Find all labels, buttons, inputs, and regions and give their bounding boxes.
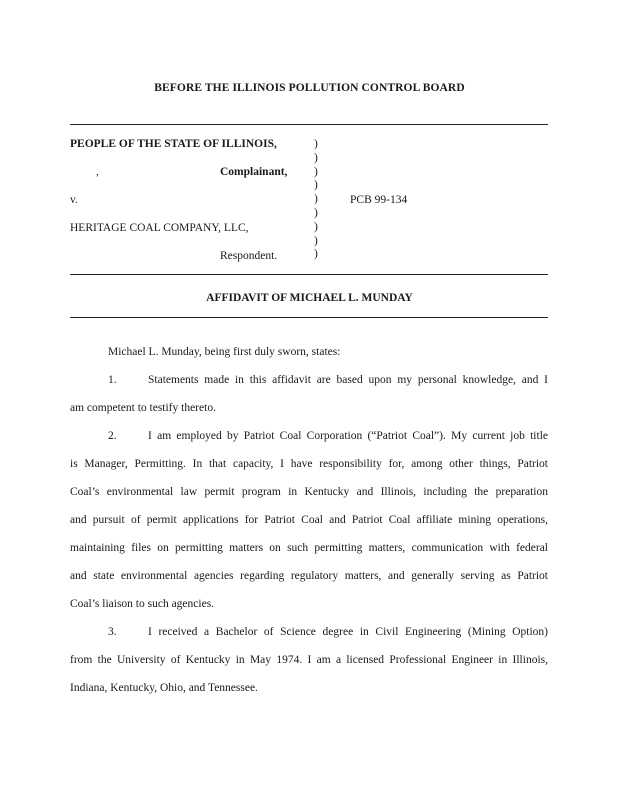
paren-mark: ) bbox=[314, 206, 318, 219]
plaintiff-role: Complainant, bbox=[220, 166, 288, 178]
paragraph-text: I am employed by Patriot Coal Corporation (“Patriot Coal”). My current job title bbox=[148, 430, 548, 442]
caption-bottom-rule bbox=[70, 274, 548, 275]
paren-mark: ) bbox=[314, 234, 318, 247]
paragraph-3-line bbox=[70, 626, 548, 638]
paragraph-2-line: and state environmental agencies regarding regulatory matters, and generally serving as Patriot bbox=[70, 570, 548, 582]
paren-mark: ) bbox=[314, 165, 318, 178]
paren-mark: ) bbox=[314, 220, 318, 233]
defendant-role: Respondent. bbox=[220, 250, 278, 262]
paragraph-text: I received a Bachelor of Science degree in Civil Engineering (Mining Option) bbox=[148, 626, 548, 638]
paragraph-2-line bbox=[70, 430, 548, 442]
paren-mark: ) bbox=[314, 138, 318, 150]
defendant-name: HERITAGE COAL COMPANY, LLC, bbox=[70, 222, 249, 234]
caption-top-rule bbox=[70, 124, 548, 125]
paragraph-text: Statements made in this affidavit are based upon my personal knowledge, and I bbox=[148, 374, 548, 386]
case-number: PCB 99-134 bbox=[350, 194, 408, 206]
paragraph-2-line: and pursuit of permit applications for Patriot Coal and Patriot Coal affiliate mining operations, bbox=[70, 514, 548, 526]
paren-mark: ) bbox=[314, 248, 318, 261]
paragraph-2-line: is Manager, Permitting. In that capacity, I have responsibility for, among other things, Patriot bbox=[70, 458, 548, 470]
intro-line: Michael L. Munday, being first duly sworn, states: bbox=[108, 346, 341, 358]
versus-label: v. bbox=[70, 194, 78, 206]
paragraph-2-line: Coal’s environmental law permit program in Kentucky and Illinois, including the preparation bbox=[70, 486, 548, 498]
affidavit-heading: AFFIDAVIT OF MICHAEL L. MUNDAY bbox=[206, 292, 413, 304]
paragraph-1-line bbox=[70, 374, 548, 386]
heading-rule bbox=[70, 317, 548, 318]
paragraph-2-line: maintaining files on permitting matters on such permitting matters, communication with federal bbox=[70, 542, 548, 554]
paren-mark: ) bbox=[314, 179, 318, 192]
paragraph-2-line: Coal’s liaison to such agencies. bbox=[70, 598, 215, 610]
plaintiff-name: PEOPLE OF THE STATE OF ILLINOIS, bbox=[70, 138, 277, 150]
paragraph-1-line: am competent to testify thereto. bbox=[70, 402, 216, 414]
paragraph-number: 3. bbox=[108, 626, 117, 638]
paragraph-number: 2. bbox=[108, 430, 117, 442]
document-title: BEFORE THE ILLINOIS POLLUTION CONTROL BOARD bbox=[154, 82, 465, 94]
caption-parentheses bbox=[314, 138, 324, 262]
paren-mark: ) bbox=[314, 151, 318, 164]
stray-mark: , bbox=[96, 166, 99, 178]
paragraph-number: 1. bbox=[108, 374, 117, 386]
paragraph-3-line: from the University of Kentucky in May 1974. I am a licensed Professional Engineer in Illinois, bbox=[70, 654, 548, 666]
paragraph-3-line: Indiana, Kentucky, Ohio, and Tennessee. bbox=[70, 682, 258, 694]
paren-mark: ) bbox=[314, 193, 318, 206]
